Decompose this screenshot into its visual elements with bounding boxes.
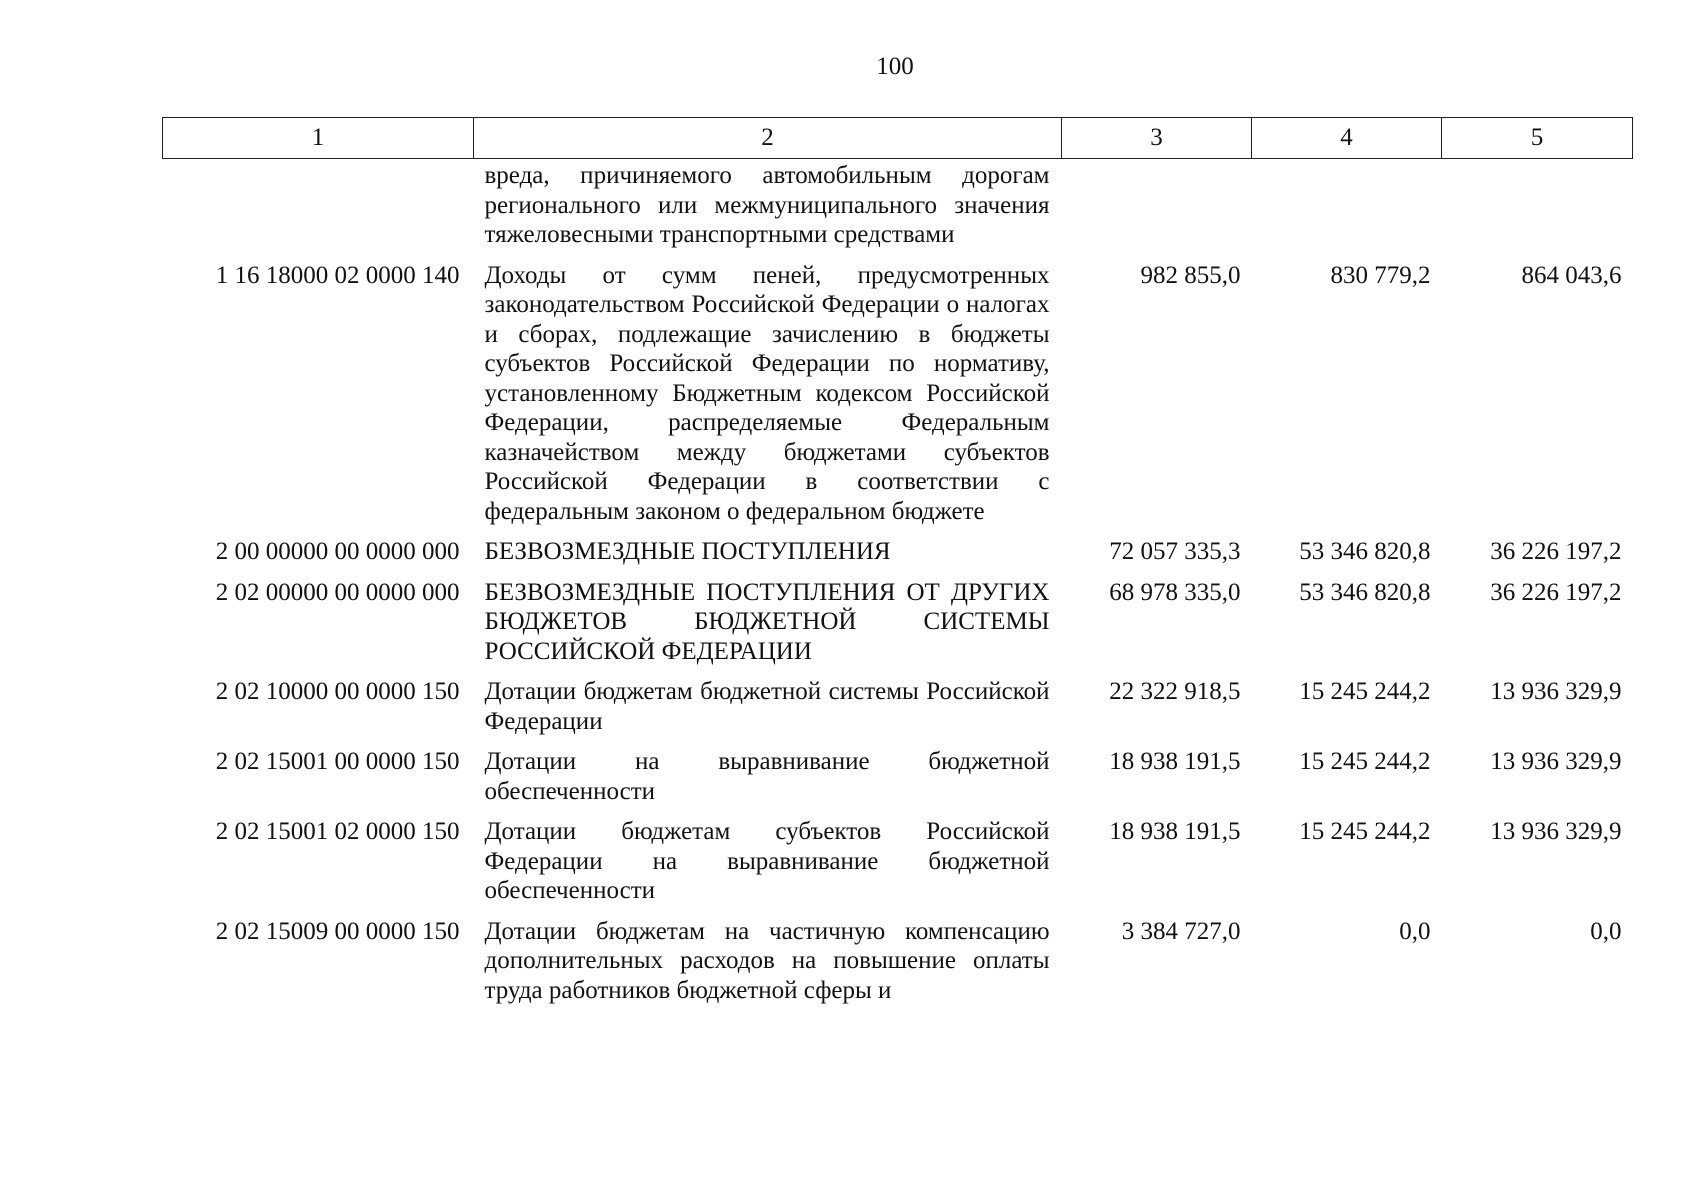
row-value-col4: 15 245 244,2 xyxy=(1299,748,1431,775)
row-value-col3: 22 322 918,5 xyxy=(1109,678,1241,705)
table-row xyxy=(163,817,1633,917)
row-description: БЕЗВОЗМЕЗДНЫЕ ПОСТУПЛЕНИЯ ОТ ДРУГИХ БЮДЖЕТОВ БЮДЖЕТНОЙ СИСТЕМЫ РОССИЙСКОЙ ФЕДЕРАЦИИ xyxy=(484,578,1050,665)
row-value-col4: 53 346 820,8 xyxy=(1299,578,1431,606)
budget-table-container xyxy=(162,117,1632,1016)
row-value-col5: 864 043,6 xyxy=(1521,261,1622,289)
row-value-col4: 0,0 xyxy=(1399,917,1431,945)
row-code: 2 02 15009 00 0000 150 xyxy=(215,917,460,945)
row-description: Дотации бюджетам бюджетной системы Российской Федерации xyxy=(484,678,1050,735)
table-body xyxy=(163,159,1633,1017)
row-value-col5: 36 226 197,2 xyxy=(1490,538,1622,565)
row-value-col3: 18 938 191,5 xyxy=(1109,818,1241,845)
header-col-2: 2 xyxy=(474,118,1062,159)
row-description: Дотации на выравнивание бюджетной обеспеченности xyxy=(484,748,1050,805)
row-code: 2 02 10000 00 0000 150 xyxy=(215,678,460,705)
row-value-col5: 13 936 329,9 xyxy=(1490,748,1622,775)
row-value-col3: 18 938 191,5 xyxy=(1109,748,1241,775)
row-value-col3: 72 057 335,3 xyxy=(1109,538,1241,565)
header-row xyxy=(163,118,1633,159)
row-code: 2 00 00000 00 0000 000 xyxy=(215,538,460,565)
table-row xyxy=(163,578,1633,678)
row-value-col4: 15 245 244,2 xyxy=(1299,818,1431,845)
header-col-4: 4 xyxy=(1252,118,1442,159)
row-code: 2 02 15001 02 0000 150 xyxy=(215,818,460,845)
row-value-col5 xyxy=(1442,159,1633,261)
row-description: Дотации бюджетам субъектов Российской Федерации на выравнивание бюджетной обеспеченности xyxy=(484,818,1050,904)
row-value-col4: 830 779,2 xyxy=(1330,261,1431,289)
table-row xyxy=(163,537,1633,578)
row-value-col5: 13 936 329,9 xyxy=(1490,818,1622,845)
row-code: 2 02 15001 00 0000 150 xyxy=(215,748,460,775)
table-row xyxy=(163,917,1633,1017)
header-col-5: 5 xyxy=(1442,118,1633,159)
header-col-3: 3 xyxy=(1062,118,1252,159)
table-row xyxy=(163,747,1633,817)
row-code: 2 02 00000 00 0000 000 xyxy=(215,578,460,606)
table-row xyxy=(163,159,1633,261)
row-value-col5: 0,0 xyxy=(1590,917,1622,945)
table-row xyxy=(163,677,1633,747)
row-code xyxy=(163,159,474,261)
budget-revenue-table xyxy=(162,117,1633,1016)
row-value-col4: 15 245 244,2 xyxy=(1299,678,1431,705)
header-col-1: 1 xyxy=(163,118,474,159)
row-value-col3 xyxy=(1062,159,1252,261)
row-description: БЕЗВОЗМЕЗДНЫЕ ПОСТУПЛЕНИЯ xyxy=(484,538,891,565)
row-value-col5: 13 936 329,9 xyxy=(1490,678,1622,705)
row-value-col3: 68 978 335,0 xyxy=(1109,578,1241,606)
row-value-col5: 36 226 197,2 xyxy=(1490,578,1622,606)
row-code: 1 16 18000 02 0000 140 xyxy=(215,261,460,289)
row-value-col3: 982 855,0 xyxy=(1140,261,1241,289)
row-value-col4: 53 346 820,8 xyxy=(1299,538,1431,565)
row-description: вреда, причиняемого автомобильным дорогам регионального или межмуниципального значения тяжеловесными транспортными средствами xyxy=(484,162,1050,248)
row-value-col4 xyxy=(1252,159,1442,261)
table-header xyxy=(163,118,1633,159)
row-description: Доходы от сумм пеней, предусмотренных законодательством Российской Федерации о налогах и сборах, подлежащие зачислению в бюджеты субъектов Российской Федерации по нормативу, установленному Бюджетным кодексом Российской Федерации, распределяемые Федеральным казначейством между бюджетами субъектов Российской Федерации в соответствии с федеральным законом о федеральном бюджете xyxy=(484,261,1050,525)
page-number: 100 xyxy=(876,53,914,80)
table-row xyxy=(163,261,1633,538)
row-description: Дотации бюджетам на частичную компенсацию дополнительных расходов на повышение оплаты труда работников бюджетной сферы и xyxy=(484,917,1050,1004)
row-value-col3: 3 384 727,0 xyxy=(1121,917,1241,945)
